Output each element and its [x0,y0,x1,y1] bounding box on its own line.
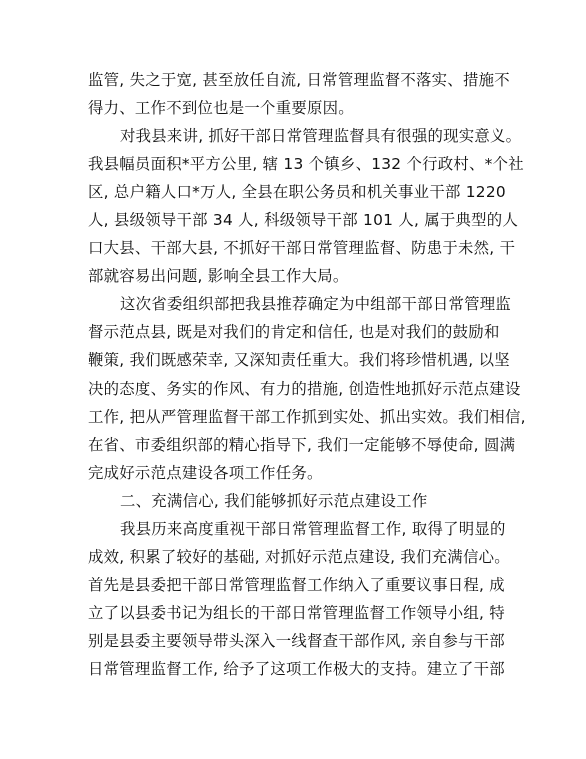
text-line: 得力、工作不到位也是一个重要原因。 [88,99,354,118]
text-line: 对我县来讲, 抓好干部日常管理监督具有很强的现实意义。 [120,127,522,146]
text-line: 立了以县委书记为组长的干部日常管理监督工作领导小组, 特 [88,603,505,622]
text-line: 成效, 积累了较好的基础, 对抓好示范点建设, 我们充满信心。 [88,547,510,566]
text-line: 督示范点县, 既是对我们的肯定和信任, 也是对我们的鼓励和 [88,323,500,342]
text-line: 区, 总户籍人口*万人, 全县在职公务员和机关事业干部 1220 [88,183,506,202]
text-line: 在省、市委组织部的精心指导下, 我们一定能够不辱使命, 圆满 [88,435,516,454]
document-body [88,66,526,683]
text-line: 这次省委组织部把我县推荐确定为中组部干部日常管理监 [120,295,512,314]
text-line: 我县幅员面积*平方公里, 辖 13 个镇乡、132 个行政村、*个社 [88,155,524,174]
text-line: 部就容易出问题, 影响全县工作大局。 [88,267,349,286]
text-line: 别是县委主要领导带头深入一线督查干部作风, 亲自参与干部 [88,631,505,650]
text-line: 鞭策, 我们既感荣幸, 又深知责任重大。我们将珍惜机遇, 以坚 [88,351,510,370]
text-line: 我县历来高度重视干部日常管理监督工作, 取得了明显的 [120,519,506,538]
text-line: 日常管理监督工作, 给予了这项工作极大的支持。建立了干部 [88,659,505,678]
text-line: 口大县、干部大县, 不抓好干部日常管理监督、防患于未然, 干 [88,239,516,258]
text-line: 首先是县委把干部日常管理监督工作纳入了重要议事日程, 成 [88,575,505,594]
section-heading: 二、充满信心, 我们能够抓好示范点建设工作 [120,491,428,510]
text-line: 决的态度、务实的作风、有力的措施, 创造性地抓好示范点建设 [88,379,521,398]
text-line: 工作, 把从严管理监督干部工作抓到实处、抓出实效。我们相信, [88,407,526,426]
text-line: 人, 县级领导干部 34 人, 科级领导干部 101 人, 属于典型的人 [88,211,519,230]
text-line: 监管, 失之于宽, 甚至放任自流, 日常管理监督不落实、措施不 [88,71,510,89]
text-line: 完成好示范点建设各项工作任务。 [88,463,323,482]
